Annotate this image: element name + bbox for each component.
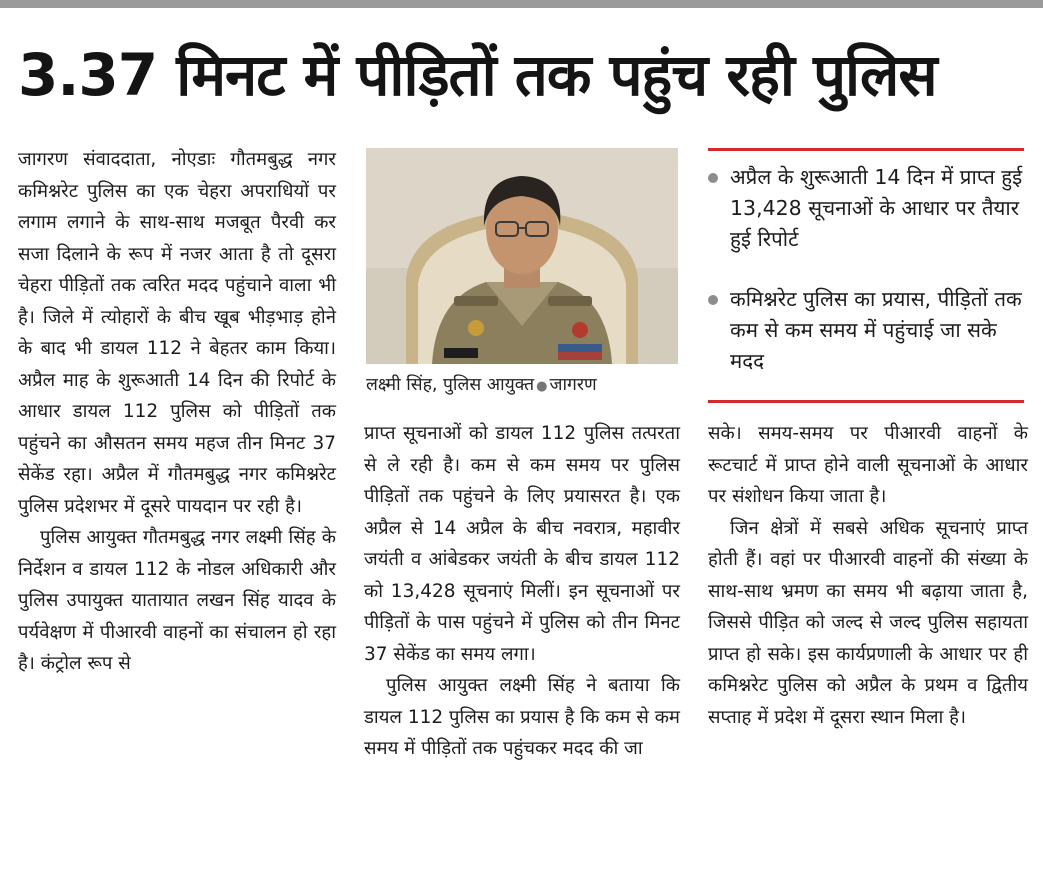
bullet-icon [708, 295, 718, 305]
highlight-text: कमिश्नरेट पुलिस का प्रयास, पीड़ितों तक कम से कम समय में पहुंचाई जा सके मदद [730, 287, 1022, 373]
headline: 3.37 मिनट में पीड़ितों तक पहुंच रही पुलिस [18, 41, 937, 109]
caption-dot-icon: ● [536, 379, 548, 394]
highlight-rule-top [708, 148, 1024, 151]
photo-caption [366, 372, 686, 400]
left-para-1: जागरण संवाददाता, नोएडाः गौतमबुद्ध नगर कमिश्नरेट पुलिस का एक चेहरा अपराधियों पर लगाम लगाने के साथ-साथ मजबूत पैरवी कर सजा दिलाने के रूप में नजर आता है तो दूसरा चेहरा पीड़ितों तक त्वरित मदद पहुंचाने वाला भी है। जिले में त्योहारों के बीच खूब भीड़भाड़ होने के बाद भी डायल 112 ने बेहतर काम किया। अप्रैल माह के शुरूआती 14 दिन की रिपोर्ट के आधार डायल 112 पुलिस को पीड़ितों तक पहुंचने का औसतन समय महज तीन मिनट 37 सेकेंड रहा। अप्रैल में गौतमबुद्ध नगर कमिश्नरेट पुलिस प्रदेशभर में दूसरे पायदान पर रही है। [18, 149, 336, 517]
bullet-icon [708, 173, 718, 183]
portrait-illustration [366, 148, 678, 364]
caption-name: लक्ष्मी सिंह, पुलिस आयुक्त [366, 375, 535, 395]
right-column [708, 418, 1028, 733]
middle-column [364, 418, 680, 765]
middle-para-1: प्राप्त सूचनाओं को डायल 112 पुलिस तत्परता से ले रही है। कम से कम समय पर पुलिस पीड़ितों तक पहुंचने के लिए प्रयासरत है। एक अप्रैल से 14 अप्रैल के बीच नवरात्र, महावीर जयंती व आंबेडकर जयंती के बीच डायल 112 को 13,428 सूचनाएं मिलीं। इन सूचनाओं पर पीड़ितों के पास पहुंचने में पुलिस को तीन मिनट 37 सेकेंड का समय लगा। [364, 423, 680, 665]
right-para-1: सके। समय-समय पर पीआरवी वाहनों के रूटचार्ट में प्राप्त होने वाली सूचनाओं के आधार पर संशोधन किया जाता है। [708, 423, 1028, 507]
right-para-2: जिन क्षेत्रों में सबसे अधिक सूचनाएं प्राप्त होती हैं। वहां पर पीआरवी वाहनों की संख्या के साथ-साथ भ्रमण का समय भी बढ़ाया जाता है, जिससे पीड़ित को जल्द से जल्द पुलिस सहायता प्राप्त हो सके। इस कार्यप्रणाली के आधार पर ही कमिश्नरेट पुलिस को अप्रैल के प्रथम व द्वितीय सप्ताह में प्रदेश में दूसरा स्थान मिला है। [708, 517, 1028, 728]
highlight-text: अप्रैल के शुरूआती 14 दिन में प्राप्त हुई 13,428 सूचनाओं के आधार पर तैयार हुई रिपोर्ट [730, 165, 1023, 251]
caption-source: जागरण [549, 375, 597, 395]
highlight-rule-bottom [708, 400, 1024, 403]
highlight-item [708, 162, 1024, 255]
top-rule [0, 0, 1043, 8]
left-column [18, 144, 336, 680]
highlight-item [708, 284, 1024, 377]
middle-para-2: पुलिस आयुक्त लक्ष्मी सिंह ने बताया कि डायल 112 पुलिस का प्रयास है कि कम से कम समय में पीड़ितों तक पहुंचकर मदद की जा [364, 675, 680, 759]
left-para-2: पुलिस आयुक्त गौतमबुद्ध नगर लक्ष्मी सिंह के निर्देशन व डायल 112 के नोडल अधिकारी और पुलिस उपायुक्त यातायात लखन सिंह यादव के पर्यवेक्षण में पीआरवी वाहनों का संचालन हो रहा है। कंट्रोल रूप से [18, 527, 336, 674]
police-commissioner-photo [366, 148, 678, 364]
